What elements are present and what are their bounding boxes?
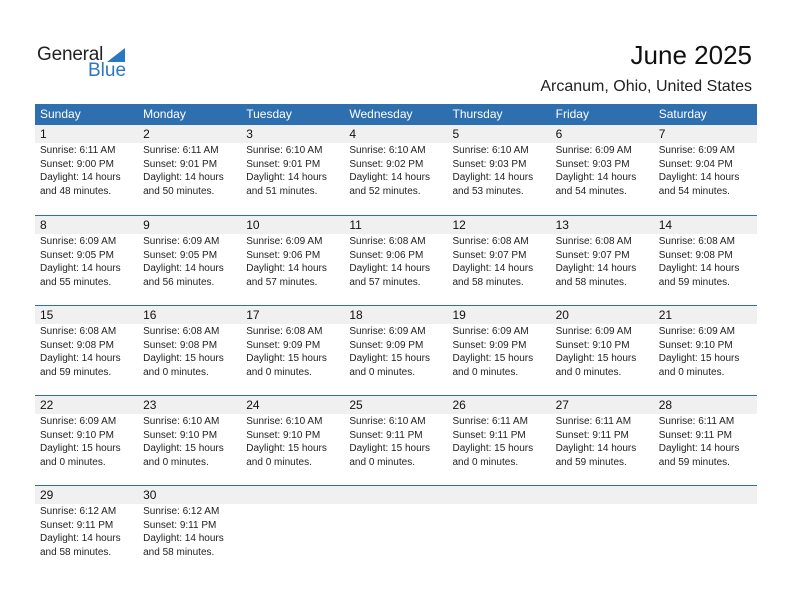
daylight-text: and 0 minutes. bbox=[143, 366, 209, 378]
day-info bbox=[138, 504, 241, 559]
daylight-text: and 58 minutes. bbox=[143, 546, 215, 558]
daylight-text: and 51 minutes. bbox=[246, 185, 318, 197]
sunset-text: Sunset: 9:05 PM bbox=[40, 249, 114, 261]
day-info bbox=[448, 234, 551, 289]
day-number: 11 bbox=[344, 216, 447, 234]
empty-day-cell bbox=[344, 486, 447, 575]
day-cell bbox=[138, 306, 241, 395]
daylight-text: and 56 minutes. bbox=[143, 276, 215, 288]
sunrise-text: Sunrise: 6:08 AM bbox=[452, 236, 529, 247]
daylight-text: Daylight: 14 hours bbox=[555, 172, 637, 184]
day-info bbox=[448, 414, 551, 469]
daylight-text: Daylight: 15 hours bbox=[143, 353, 224, 365]
day-cell bbox=[138, 486, 241, 575]
day-info bbox=[448, 324, 551, 379]
day-cell bbox=[35, 125, 138, 215]
sunrise-text: Sunrise: 6:09 AM bbox=[658, 326, 735, 337]
daylight-text: and 59 minutes. bbox=[555, 456, 627, 468]
sunrise-text: Sunrise: 6:11 AM bbox=[40, 145, 116, 156]
day-cell bbox=[551, 216, 654, 305]
day-number: 17 bbox=[241, 306, 344, 324]
daylight-text: Daylight: 14 hours bbox=[40, 263, 121, 275]
sunrise-text: Sunrise: 6:09 AM bbox=[349, 326, 426, 337]
day-info bbox=[551, 143, 654, 198]
day-number: 2 bbox=[138, 125, 241, 143]
sunset-text: Sunset: 9:11 PM bbox=[143, 519, 217, 531]
day-info bbox=[654, 414, 757, 469]
location-subtitle: Arcanum, Ohio, United States bbox=[540, 78, 752, 95]
sunrise-text: Sunrise: 6:08 AM bbox=[349, 236, 426, 247]
sunrise-text: Sunrise: 6:09 AM bbox=[143, 236, 220, 247]
sunrise-text: Sunrise: 6:10 AM bbox=[349, 145, 426, 156]
day-number: 25 bbox=[344, 396, 447, 414]
daylight-text: Daylight: 14 hours bbox=[555, 443, 637, 455]
sunrise-text: Sunrise: 6:09 AM bbox=[40, 236, 117, 247]
day-cell bbox=[448, 216, 551, 305]
sunrise-text: Sunrise: 6:09 AM bbox=[452, 326, 529, 337]
sunrise-text: Sunrise: 6:10 AM bbox=[452, 145, 529, 156]
day-cell bbox=[241, 125, 344, 215]
daylight-text: Daylight: 14 hours bbox=[40, 533, 121, 545]
page-title: June 2025 bbox=[630, 40, 752, 70]
day-info bbox=[344, 414, 447, 469]
sunset-text: Sunset: 9:09 PM bbox=[349, 339, 424, 351]
day-number: 6 bbox=[551, 125, 654, 143]
sunset-text: Sunset: 9:01 PM bbox=[246, 158, 321, 170]
sunrise-text: Sunrise: 6:08 AM bbox=[143, 326, 220, 337]
weekday-friday: Friday bbox=[555, 107, 589, 121]
day-cell bbox=[654, 125, 757, 215]
day-number: 23 bbox=[138, 396, 241, 414]
day-info bbox=[551, 324, 654, 379]
empty-day-cell bbox=[448, 486, 551, 575]
sunrise-text: Sunrise: 6:12 AM bbox=[40, 506, 117, 517]
sunrise-text: Sunrise: 6:11 AM bbox=[452, 416, 528, 427]
day-info bbox=[138, 143, 241, 198]
sunset-text: Sunset: 9:03 PM bbox=[452, 158, 527, 170]
sunset-text: Sunset: 9:06 PM bbox=[349, 249, 424, 261]
weekday-wednesday: Wednesday bbox=[349, 107, 413, 121]
day-cell bbox=[448, 396, 551, 485]
daylight-text: Daylight: 14 hours bbox=[349, 263, 430, 275]
daylight-text: Daylight: 15 hours bbox=[349, 443, 430, 455]
sunrise-text: Sunrise: 6:10 AM bbox=[246, 145, 323, 156]
sunset-text: Sunset: 9:10 PM bbox=[143, 429, 218, 441]
day-cell bbox=[35, 306, 138, 395]
logo bbox=[37, 44, 137, 84]
daylight-text: Daylight: 14 hours bbox=[246, 172, 327, 184]
daylight-text: Daylight: 15 hours bbox=[452, 353, 534, 365]
day-info bbox=[654, 143, 757, 198]
sunrise-text: Sunrise: 6:10 AM bbox=[246, 416, 323, 427]
daylight-text: Daylight: 15 hours bbox=[40, 443, 121, 455]
day-number: 19 bbox=[448, 306, 551, 324]
daylight-text: Daylight: 14 hours bbox=[658, 263, 740, 275]
sunset-text: Sunset: 9:08 PM bbox=[658, 249, 733, 261]
day-cell bbox=[344, 306, 447, 395]
day-number bbox=[448, 486, 551, 504]
daylight-text: Daylight: 14 hours bbox=[658, 443, 740, 455]
day-number: 20 bbox=[551, 306, 654, 324]
sunset-text: Sunset: 9:11 PM bbox=[452, 429, 526, 441]
day-number: 7 bbox=[654, 125, 757, 143]
day-info bbox=[344, 234, 447, 289]
daylight-text: Daylight: 14 hours bbox=[40, 172, 121, 184]
sunrise-text: Sunrise: 6:11 AM bbox=[143, 145, 219, 156]
daylight-text: and 55 minutes. bbox=[40, 276, 112, 288]
daylight-text: Daylight: 15 hours bbox=[658, 353, 740, 365]
sunset-text: Sunset: 9:08 PM bbox=[143, 339, 218, 351]
empty-day-cell bbox=[654, 486, 757, 575]
sunrise-text: Sunrise: 6:08 AM bbox=[246, 326, 323, 337]
daylight-text: and 0 minutes. bbox=[452, 366, 519, 378]
daylight-text: Daylight: 14 hours bbox=[452, 172, 534, 184]
weekday-header bbox=[35, 104, 757, 125]
daylight-text: and 54 minutes. bbox=[555, 185, 627, 197]
day-number: 27 bbox=[551, 396, 654, 414]
day-info bbox=[35, 143, 138, 198]
day-cell bbox=[344, 396, 447, 485]
daylight-text: Daylight: 15 hours bbox=[246, 353, 327, 365]
day-number: 30 bbox=[138, 486, 241, 504]
weekday-tuesday: Tuesday bbox=[246, 107, 292, 121]
day-cell bbox=[448, 306, 551, 395]
day-number bbox=[344, 486, 447, 504]
day-cell bbox=[344, 216, 447, 305]
daylight-text: and 53 minutes. bbox=[452, 185, 524, 197]
day-cell bbox=[241, 306, 344, 395]
sunset-text: Sunset: 9:10 PM bbox=[555, 339, 630, 351]
sunrise-text: Sunrise: 6:12 AM bbox=[143, 506, 220, 517]
day-info bbox=[35, 324, 138, 379]
day-cell bbox=[551, 396, 654, 485]
sunset-text: Sunset: 9:09 PM bbox=[246, 339, 321, 351]
day-number bbox=[654, 486, 757, 504]
day-number: 14 bbox=[654, 216, 757, 234]
day-info bbox=[35, 234, 138, 289]
sunrise-text: Sunrise: 6:08 AM bbox=[555, 236, 632, 247]
daylight-text: and 48 minutes. bbox=[40, 185, 112, 197]
weekday-sunday: Sunday bbox=[40, 107, 81, 121]
daylight-text: Daylight: 14 hours bbox=[452, 263, 534, 275]
daylight-text: and 52 minutes. bbox=[349, 185, 421, 197]
daylight-text: and 54 minutes. bbox=[658, 185, 730, 197]
day-info bbox=[35, 414, 138, 469]
daylight-text: and 0 minutes. bbox=[143, 456, 209, 468]
day-info bbox=[138, 414, 241, 469]
day-number bbox=[551, 486, 654, 504]
day-info bbox=[241, 143, 344, 198]
day-cell bbox=[654, 396, 757, 485]
week-row bbox=[35, 125, 757, 215]
daylight-text: and 57 minutes. bbox=[246, 276, 318, 288]
daylight-text: and 0 minutes. bbox=[246, 366, 312, 378]
sunrise-text: Sunrise: 6:09 AM bbox=[555, 326, 632, 337]
sunrise-text: Sunrise: 6:11 AM bbox=[658, 416, 735, 427]
sunset-text: Sunset: 9:07 PM bbox=[452, 249, 527, 261]
day-cell bbox=[448, 125, 551, 215]
daylight-text: and 0 minutes. bbox=[349, 366, 415, 378]
day-number: 8 bbox=[35, 216, 138, 234]
sunset-text: Sunset: 9:09 PM bbox=[452, 339, 527, 351]
sunset-text: Sunset: 9:01 PM bbox=[143, 158, 218, 170]
daylight-text: and 58 minutes. bbox=[452, 276, 524, 288]
day-number: 28 bbox=[654, 396, 757, 414]
daylight-text: and 59 minutes. bbox=[658, 276, 730, 288]
day-info bbox=[241, 234, 344, 289]
day-cell bbox=[35, 396, 138, 485]
sunset-text: Sunset: 9:10 PM bbox=[246, 429, 321, 441]
day-info bbox=[344, 324, 447, 379]
daylight-text: and 59 minutes. bbox=[658, 456, 730, 468]
day-cell bbox=[654, 216, 757, 305]
daylight-text: Daylight: 15 hours bbox=[143, 443, 224, 455]
day-cell bbox=[241, 396, 344, 485]
day-number: 24 bbox=[241, 396, 344, 414]
sunset-text: Sunset: 9:11 PM bbox=[40, 519, 114, 531]
day-info bbox=[241, 414, 344, 469]
daylight-text: Daylight: 14 hours bbox=[349, 172, 430, 184]
sunset-text: Sunset: 9:10 PM bbox=[40, 429, 114, 441]
daylight-text: Daylight: 15 hours bbox=[555, 353, 637, 365]
sunset-text: Sunset: 9:05 PM bbox=[143, 249, 218, 261]
day-info bbox=[448, 143, 551, 198]
day-number: 10 bbox=[241, 216, 344, 234]
weekday-monday: Monday bbox=[143, 107, 186, 121]
daylight-text: and 0 minutes. bbox=[658, 366, 725, 378]
day-info bbox=[551, 234, 654, 289]
sunset-text: Sunset: 9:03 PM bbox=[555, 158, 630, 170]
daylight-text: and 59 minutes. bbox=[40, 366, 112, 378]
day-number: 15 bbox=[35, 306, 138, 324]
daylight-text: Daylight: 14 hours bbox=[143, 533, 224, 545]
sunrise-text: Sunrise: 6:10 AM bbox=[349, 416, 426, 427]
week-row bbox=[35, 485, 757, 575]
week-row bbox=[35, 215, 757, 305]
day-cell bbox=[138, 125, 241, 215]
day-number: 9 bbox=[138, 216, 241, 234]
sunrise-text: Sunrise: 6:08 AM bbox=[40, 326, 117, 337]
day-number: 16 bbox=[138, 306, 241, 324]
daylight-text: and 0 minutes. bbox=[349, 456, 415, 468]
week-row bbox=[35, 395, 757, 485]
day-cell bbox=[241, 216, 344, 305]
day-number: 1 bbox=[35, 125, 138, 143]
day-number: 5 bbox=[448, 125, 551, 143]
calendar-grid bbox=[35, 104, 757, 575]
day-number bbox=[241, 486, 344, 504]
sunset-text: Sunset: 9:11 PM bbox=[555, 429, 629, 441]
day-info bbox=[35, 504, 138, 559]
daylight-text: and 58 minutes. bbox=[555, 276, 627, 288]
day-cell bbox=[138, 396, 241, 485]
day-number: 21 bbox=[654, 306, 757, 324]
sunrise-text: Sunrise: 6:09 AM bbox=[658, 145, 735, 156]
sunset-text: Sunset: 9:04 PM bbox=[658, 158, 733, 170]
day-cell bbox=[35, 216, 138, 305]
sunset-text: Sunset: 9:06 PM bbox=[246, 249, 321, 261]
daylight-text: Daylight: 14 hours bbox=[555, 263, 637, 275]
sunrise-text: Sunrise: 6:11 AM bbox=[555, 416, 632, 427]
day-number: 29 bbox=[35, 486, 138, 504]
sunrise-text: Sunrise: 6:10 AM bbox=[143, 416, 220, 427]
daylight-text: Daylight: 14 hours bbox=[143, 172, 224, 184]
day-number: 26 bbox=[448, 396, 551, 414]
daylight-text: and 50 minutes. bbox=[143, 185, 215, 197]
day-cell bbox=[344, 125, 447, 215]
sunset-text: Sunset: 9:00 PM bbox=[40, 158, 114, 170]
day-cell bbox=[138, 216, 241, 305]
sunset-text: Sunset: 9:08 PM bbox=[40, 339, 114, 351]
daylight-text: and 0 minutes. bbox=[246, 456, 312, 468]
daylight-text: Daylight: 15 hours bbox=[452, 443, 534, 455]
daylight-text: Daylight: 15 hours bbox=[349, 353, 430, 365]
sunset-text: Sunset: 9:10 PM bbox=[658, 339, 733, 351]
empty-day-cell bbox=[241, 486, 344, 575]
day-number: 18 bbox=[344, 306, 447, 324]
sunrise-text: Sunrise: 6:09 AM bbox=[40, 416, 117, 427]
logo-text-general: General bbox=[37, 44, 104, 65]
daylight-text: Daylight: 14 hours bbox=[40, 353, 121, 365]
day-number: 13 bbox=[551, 216, 654, 234]
day-number: 22 bbox=[35, 396, 138, 414]
day-cell bbox=[551, 125, 654, 215]
sunset-text: Sunset: 9:02 PM bbox=[349, 158, 424, 170]
sunset-text: Sunset: 9:07 PM bbox=[555, 249, 630, 261]
sunrise-text: Sunrise: 6:09 AM bbox=[246, 236, 323, 247]
day-info bbox=[138, 234, 241, 289]
daylight-text: Daylight: 14 hours bbox=[143, 263, 224, 275]
day-cell bbox=[654, 306, 757, 395]
empty-day-cell bbox=[551, 486, 654, 575]
day-info bbox=[654, 324, 757, 379]
sunset-text: Sunset: 9:11 PM bbox=[658, 429, 732, 441]
weekday-saturday: Saturday bbox=[658, 107, 707, 121]
sunrise-text: Sunrise: 6:09 AM bbox=[555, 145, 632, 156]
day-number: 3 bbox=[241, 125, 344, 143]
logo-text-blue: Blue bbox=[88, 60, 127, 81]
day-cell bbox=[551, 306, 654, 395]
weekday-thursday: Thursday bbox=[452, 107, 503, 121]
day-info bbox=[241, 324, 344, 379]
daylight-text: and 57 minutes. bbox=[349, 276, 421, 288]
daylight-text: and 0 minutes. bbox=[40, 456, 106, 468]
day-info bbox=[138, 324, 241, 379]
week-row bbox=[35, 305, 757, 395]
day-cell bbox=[35, 486, 138, 575]
day-number: 4 bbox=[344, 125, 447, 143]
daylight-text: and 0 minutes. bbox=[452, 456, 519, 468]
day-info bbox=[344, 143, 447, 198]
daylight-text: Daylight: 14 hours bbox=[246, 263, 327, 275]
day-number: 12 bbox=[448, 216, 551, 234]
day-info bbox=[654, 234, 757, 289]
sunrise-text: Sunrise: 6:08 AM bbox=[658, 236, 735, 247]
weeks-container bbox=[35, 125, 757, 575]
day-info bbox=[551, 414, 654, 469]
daylight-text: Daylight: 14 hours bbox=[658, 172, 740, 184]
daylight-text: Daylight: 15 hours bbox=[246, 443, 327, 455]
daylight-text: and 0 minutes. bbox=[555, 366, 622, 378]
daylight-text: and 58 minutes. bbox=[40, 546, 112, 558]
sunset-text: Sunset: 9:11 PM bbox=[349, 429, 423, 441]
